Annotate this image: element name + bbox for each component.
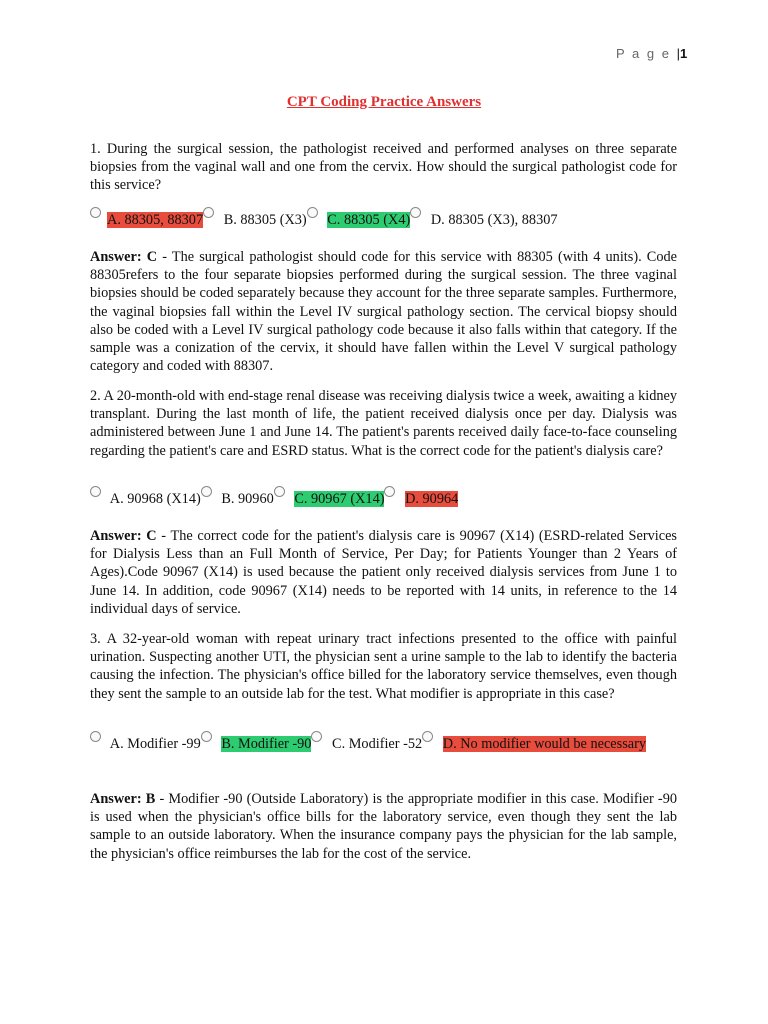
option-2c: C. 90967 (X14): [294, 491, 385, 507]
answer-2-label: Answer: C: [90, 528, 157, 544]
document-title: CPT Coding Practice Answers: [286, 94, 482, 110]
option-1b: B. 88305 (X3): [223, 212, 307, 228]
radio-option-b[interactable]: [203, 207, 214, 218]
page-separator: |: [676, 46, 680, 61]
option-1a: A. 88305, 88307: [107, 212, 204, 228]
radio-option-d[interactable]: [384, 486, 395, 497]
option-1d: D. 88305 (X3), 88307: [430, 212, 558, 228]
answer-3-label: Answer: B: [90, 791, 156, 807]
option-3b: B. Modifier -90: [221, 736, 312, 752]
question-1-text: 1. During the surgical session, the pathologist received and performed analyses on three separate biopsies from the vaginal wall and one from the cervix. How should the surgical pathologist code for this service?: [90, 141, 677, 194]
answer-1-label: Answer: C: [90, 249, 158, 265]
page-label: P a g e: [616, 46, 671, 61]
option-1c: C. 88305 (X4): [327, 212, 411, 228]
answer-1-text: - The surgical pathologist should code for this service with 88305 (with 4 units). Code 88305refers to the four separate biopsies performed during the surgical session. The three vaginal biopsies should be coded separately because they account for the three separate samples. Furthermore, the vaginal biopsies fall within the Level IV surgical pathology section. The cervical biopsy should also be coded with a Level IV surgical pathology code because it also falls within that category. If the sample was a conization of the cervix, it should have fallen within the Level V surgical pathology category and coded with 88307.: [90, 249, 677, 375]
question-1-options: [90, 211, 680, 230]
question-3-text: 3. A 32-year-old woman with repeat urinary tract infections presented to the office with painful urination. Suspecting another UTI, the physician sent a urine sample to the lab to identify the bacteria causing the infection. The physician's office billed for the laboratory service themselves, even though they sent the sample to an outside lab for the test. What modifier is appropriate in this case?: [90, 631, 677, 702]
radio-option-a[interactable]: [90, 486, 101, 497]
answer-1: [90, 248, 677, 375]
page-number: 1: [679, 46, 688, 61]
option-3d: D. No modifier would be necessary: [442, 736, 647, 752]
radio-option-b[interactable]: [201, 486, 212, 497]
radio-option-a[interactable]: [90, 731, 101, 742]
question-2-options: [90, 490, 680, 509]
question-2-text: 2. A 20-month-old with end-stage renal disease was receiving dialysis twice a week, awaiting a kidney transplant. During the last month of life, the patient received dialysis once per day. Dialysis was administered between June 1 and June 14. The patient's parents received daily face-to-face counseling regarding the patient's care and ESRD status. What is the correct code for the patient's dialysis care?: [90, 388, 677, 459]
radio-option-a[interactable]: [90, 207, 101, 218]
radio-option-c[interactable]: [311, 731, 322, 742]
option-2b: B. 90960: [221, 491, 274, 507]
answer-2-text: - The correct code for the patient's dialysis care is 90967 (X14) (ESRD-related Services for Dialysis Less than an Full Month of Service, Per Day; for Patients Younger than 2 Years of Ages).Code 90967 (X14) is used because the patient only received dialysis services from June 1 to June 14. In addition, code 90967 (X14) needs to be reported with 14 units, in reference to the 14 individual days of service.: [90, 528, 677, 617]
option-3a: A. Modifier -99: [109, 736, 201, 752]
radio-option-d[interactable]: [422, 731, 433, 742]
radio-option-d[interactable]: [410, 207, 421, 218]
option-2d: D. 90964: [405, 491, 459, 507]
question-3-options: [90, 735, 677, 755]
answer-3-text: - Modifier -90 (Outside Laboratory) is the appropriate modifier in this case. Modifier -90 is used when the physician's office bills for the laboratory service, even though they sent the lab sample to an outside laboratory. When the insurance company pays the physician for the lab sample, the physician's office reimburses the lab for the cost of the service.: [90, 791, 677, 862]
answer-2: [90, 527, 677, 618]
radio-option-c[interactable]: [274, 486, 285, 497]
option-2a: A. 90968 (X14): [109, 491, 201, 507]
radio-option-c[interactable]: [307, 207, 318, 218]
answer-3: [90, 790, 677, 863]
option-3c: C. Modifier -52: [332, 736, 423, 752]
page-header: [616, 46, 687, 61]
radio-option-b[interactable]: [201, 731, 212, 742]
